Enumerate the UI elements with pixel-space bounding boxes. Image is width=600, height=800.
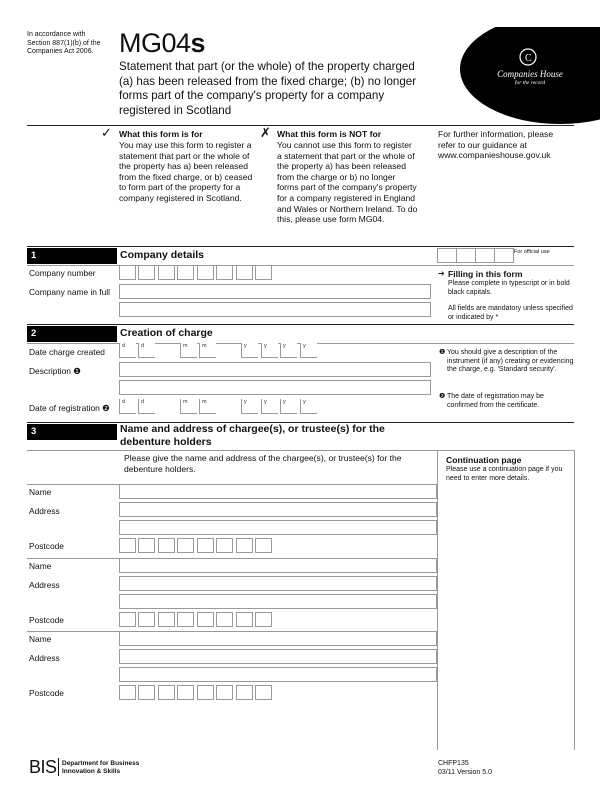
chargee-address-field-line-2[interactable] — [119, 594, 437, 609]
name-label: Name — [29, 634, 52, 644]
section-2-title: Creation of charge — [120, 327, 213, 339]
name-label: Name — [29, 487, 52, 497]
postcode-box[interactable] — [119, 538, 136, 553]
company-number-box[interactable] — [158, 265, 175, 280]
official-use-box — [475, 248, 495, 263]
date-digit-box[interactable] — [180, 399, 197, 414]
bis-divider — [58, 758, 59, 776]
postcode-box[interactable] — [216, 685, 233, 700]
postcode-box[interactable] — [177, 538, 194, 553]
date-digit-hint: d — [141, 343, 145, 349]
date-digit-hint: d — [122, 343, 126, 349]
date-digit-box[interactable] — [241, 399, 258, 414]
postcode-box[interactable] — [236, 685, 253, 700]
postcode-box[interactable] — [255, 538, 272, 553]
postcode-box[interactable] — [216, 612, 233, 627]
address-label: Address — [29, 653, 60, 663]
date-digit-hint: y — [283, 399, 286, 405]
date-digit-hint: d — [122, 399, 126, 405]
date-digit-box[interactable] — [180, 343, 197, 358]
chargee-name-field[interactable] — [119, 484, 437, 499]
postcode-box[interactable] — [138, 538, 155, 553]
logo-name: Companies House — [497, 69, 563, 79]
bis-logo: BIS — [29, 757, 57, 777]
postcode-box[interactable] — [158, 538, 175, 553]
section-3-instruction: Please give the name and address of the chargee(s), or trustee(s) for the debenture holders. — [124, 453, 402, 474]
date-digit-hint: y — [244, 343, 247, 349]
date-digit-box[interactable] — [261, 399, 278, 414]
logo-tagline: for the record — [514, 80, 546, 86]
postcode-box[interactable] — [177, 685, 194, 700]
mandatory-text: All fields are mandatory unless specified or indicated by * — [448, 305, 573, 321]
tick-icon: ✓ — [101, 125, 112, 140]
postcode-box[interactable] — [119, 612, 136, 627]
company-number-label: Company number — [29, 268, 96, 278]
section-1-number: 1 — [27, 248, 117, 264]
form-code: MG04s — [119, 28, 206, 58]
company-name-label: Company name in full — [29, 287, 110, 297]
legal-note: In accordance with Section 887(1)(b) of the Companies Act 2006. — [27, 31, 101, 55]
postcode-box[interactable] — [197, 685, 214, 700]
chargee-address-field[interactable] — [119, 576, 437, 591]
filling-text: Please complete in typescript or in bold black capitals. — [448, 280, 570, 296]
date-digit-hint: y — [264, 399, 267, 405]
chargee-address-field-line-2[interactable] — [119, 520, 437, 535]
date-digit-hint: m — [202, 399, 207, 405]
note-1-marker: ❶ — [439, 349, 446, 356]
date-digit-box[interactable] — [138, 343, 155, 358]
continuation-text: Please use a continuation page if you need to enter more details. — [446, 466, 563, 482]
section-2-number: 2 — [27, 326, 117, 342]
official-use-box — [494, 248, 514, 263]
date-digit-box[interactable] — [280, 399, 297, 414]
date-digit-box[interactable] — [300, 399, 317, 414]
name-label: Name — [29, 561, 52, 571]
official-use-box — [456, 248, 476, 263]
company-number-box[interactable] — [216, 265, 233, 280]
company-name-field-line-2[interactable] — [119, 302, 431, 317]
chargee-address-field-line-2[interactable] — [119, 667, 437, 682]
postcode-box[interactable] — [138, 612, 155, 627]
date-registration-label: Date of registration ❷ — [29, 403, 110, 413]
date-digit-hint: y — [264, 343, 267, 349]
postcode-label: Postcode — [29, 688, 64, 698]
form-reference: CHFP135 — [438, 760, 469, 767]
department-line-1: Department for Business — [62, 760, 140, 767]
continuation-heading: Continuation page — [446, 455, 522, 465]
date-digit-box[interactable] — [199, 399, 216, 414]
postcode-box[interactable] — [177, 612, 194, 627]
date-digit-box[interactable] — [300, 343, 317, 358]
is-for-text: You may use this form to register a statement that part or the whole of the property has a) been released from the fixed charge, or b) ceased to form part of the property for a company registered in Scotland. — [119, 140, 253, 203]
postcode-box[interactable] — [197, 538, 214, 553]
cross-icon: ✗ — [260, 125, 271, 140]
address-label: Address — [29, 506, 60, 516]
note-1-text: You should give a description of the instrument (if any) creating or evidencing the charge, e.g. 'Standard security'. — [447, 349, 574, 373]
note-2-marker: ❷ — [439, 393, 446, 400]
chargee-address-field[interactable] — [119, 502, 437, 517]
date-digit-box[interactable] — [261, 343, 278, 358]
postcode-box[interactable] — [255, 685, 272, 700]
companies-house-logo — [458, 27, 600, 125]
postcode-box[interactable] — [216, 538, 233, 553]
postcode-label: Postcode — [29, 541, 64, 551]
date-digit-hint: m — [183, 343, 188, 349]
not-for-heading: What this form is NOT for — [277, 129, 382, 139]
date-digit-box[interactable] — [241, 343, 258, 358]
department-line-2: Innovation & Skills — [62, 768, 121, 775]
date-digit-box[interactable] — [138, 399, 155, 414]
form-version: 03/11 Version 5.0 — [438, 769, 492, 776]
postcode-box[interactable] — [236, 538, 253, 553]
filling-heading: Filling in this form — [448, 269, 523, 279]
date-digit-box[interactable] — [280, 343, 297, 358]
company-number-box[interactable] — [236, 265, 253, 280]
date-digit-hint: d — [141, 399, 145, 405]
company-number-box[interactable] — [177, 265, 194, 280]
form-title: Statement that part (or the whole) of the property charged (a) has been released from the fixed charge; (b) no longer forms part of the company's property for a company registered in Scotland — [119, 60, 417, 117]
postcode-box[interactable] — [197, 612, 214, 627]
date-digit-hint: y — [303, 343, 306, 349]
section-3-title: Name and address of chargee(s), or trustee(s) for the debenture holders — [120, 423, 385, 448]
note-2-text: The date of registration may be confirmed from the certificate. — [447, 393, 544, 409]
is-for-heading: What this form is for — [119, 129, 203, 139]
postcode-box[interactable] — [158, 612, 175, 627]
company-number-box[interactable] — [255, 265, 272, 280]
chargee-name-field[interactable] — [119, 631, 437, 646]
postcode-box[interactable] — [119, 685, 136, 700]
postcode-label: Postcode — [29, 615, 64, 625]
official-use-label: For official use — [514, 249, 550, 255]
postcode-box[interactable] — [138, 685, 155, 700]
postcode-box[interactable] — [158, 685, 175, 700]
date-digit-box[interactable] — [119, 399, 136, 414]
address-label: Address — [29, 580, 60, 590]
company-number-box[interactable] — [119, 265, 136, 280]
company-number-box[interactable] — [138, 265, 155, 280]
date-digit-hint: y — [303, 399, 306, 405]
description-field[interactable] — [119, 362, 431, 377]
postcode-box[interactable] — [236, 612, 253, 627]
date-digit-hint: m — [183, 399, 188, 405]
section-3-number: 3 — [27, 424, 117, 440]
further-info: For further information, please refer to our guidance at www.companieshouse.gov.uk — [438, 129, 554, 161]
svg-text:C: C — [525, 53, 532, 64]
postcode-box[interactable] — [255, 612, 272, 627]
date-digit-hint: m — [202, 343, 207, 349]
date-digit-hint: y — [244, 399, 247, 405]
date-digit-box[interactable] — [119, 343, 136, 358]
company-number-box[interactable] — [197, 265, 214, 280]
description-label: Description ❶ — [29, 366, 81, 376]
arrow-icon: ➔ — [438, 269, 445, 278]
section-1-title: Company details — [120, 249, 205, 261]
date-charge-created-label: Date charge created — [29, 347, 105, 357]
chargee-address-field[interactable] — [119, 649, 437, 664]
date-digit-hint: y — [283, 343, 286, 349]
company-name-field[interactable] — [119, 284, 431, 299]
not-for-text: You cannot use this form to register a statement that part or the whole of the property a) has been released from the charge or b) no longer forms part of the company's property for a company registered in England and Wales or Northern Ireland. To do this, please use form MG04. — [277, 140, 418, 225]
description-field-line-2[interactable] — [119, 380, 431, 395]
date-digit-box[interactable] — [199, 343, 216, 358]
chargee-name-field[interactable] — [119, 558, 437, 573]
official-use-box — [437, 248, 457, 263]
